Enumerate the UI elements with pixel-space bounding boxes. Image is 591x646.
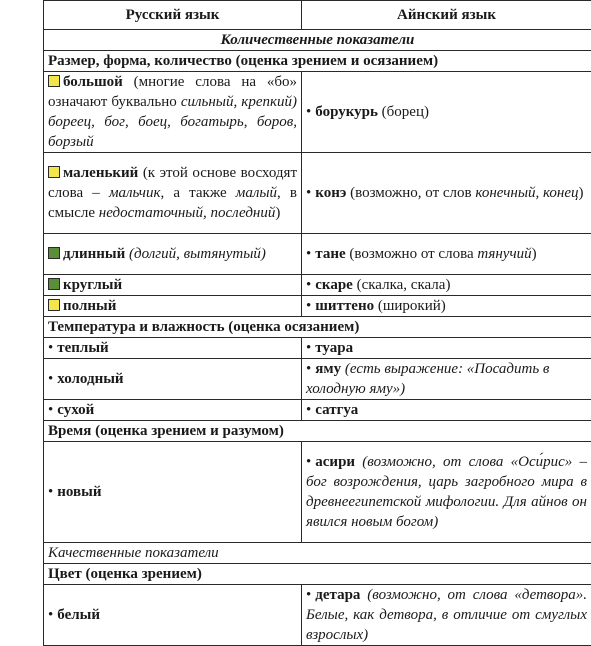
yellow-square-icon (48, 75, 60, 87)
table-row (44, 585, 591, 646)
cell-russian: • теплый (44, 338, 302, 359)
header-ainu: Айнский язык (302, 1, 591, 30)
green-square-icon (48, 278, 60, 290)
cell-russian: маленький (к этой основе восходят слова – мальчик, а также малый, в смысле недостаточный, последний) (44, 153, 302, 234)
table-row (44, 153, 591, 234)
comparison-table (43, 0, 591, 646)
cell-ainu: • скаре (скалка, скала) (302, 275, 591, 296)
table-row (44, 296, 591, 317)
table-row (44, 338, 591, 359)
header-russian: Русский язык (44, 1, 302, 30)
yellow-square-icon (48, 299, 60, 311)
cell-ainu: • борукурь (борец) (302, 72, 591, 153)
table-row (44, 442, 591, 543)
table-row (44, 359, 591, 400)
cell-ainu: • конэ (возможно, от слов конечный, конец) (302, 153, 591, 234)
cell-ainu: • детара (возможно, от слова «детвора». Белые, как детвора, в отличие от смуглых взрослых) (302, 585, 591, 646)
yellow-square-icon (48, 166, 60, 178)
cell-ainu: • тане (возможно от слова тянучий) (302, 234, 591, 275)
subsection-color: Цвет (оценка зрением) (44, 564, 591, 585)
cell-ainu: • туара (302, 338, 591, 359)
cell-ainu: • яму (есть выражение: «Посадить в холодную яму») (302, 359, 591, 400)
cell-russian: • холодный (44, 359, 302, 400)
cell-russian: большой (многие слова на «бо» означают буквально сильный, крепкий) бореец, бог, боец, богатырь, боров, борзый (44, 72, 302, 153)
cell-ainu: • сатгуа (302, 400, 591, 421)
cell-russian: • белый (44, 585, 302, 646)
section-row (44, 543, 591, 564)
subsection-time: Время (оценка зрением и разумом) (44, 421, 591, 442)
cell-russian: круглый (44, 275, 302, 296)
subsection-size: Размер, форма, количество (оценка зрением и осязанием) (44, 51, 591, 72)
subsection-row (44, 564, 591, 585)
cell-russian: длинный (долгий, вытянутый) (44, 234, 302, 275)
table-row (44, 72, 591, 153)
cell-russian: • новый (44, 442, 302, 543)
table-row (44, 275, 591, 296)
subsection-row (44, 317, 591, 338)
cell-russian: полный (44, 296, 302, 317)
subsection-row (44, 421, 591, 442)
section-qualitative: Качественные показатели (44, 543, 591, 564)
table-row (44, 234, 591, 275)
cell-russian: • сухой (44, 400, 302, 421)
header-row (44, 1, 591, 30)
section-quantitative: Количественные показатели (44, 30, 591, 51)
table-row (44, 400, 591, 421)
section-row (44, 30, 591, 51)
green-square-icon (48, 247, 60, 259)
cell-ainu: • шиттено (широкий) (302, 296, 591, 317)
subsection-row (44, 51, 591, 72)
cell-ainu: • асири (возможно, от слова «Оси́рис» – бог возрождения, царь загробного мира в древнеегипетской мифологии. Для айнов он явился новым богом) (302, 442, 591, 543)
subsection-temperature: Температура и влажность (оценка осязанием) (44, 317, 591, 338)
